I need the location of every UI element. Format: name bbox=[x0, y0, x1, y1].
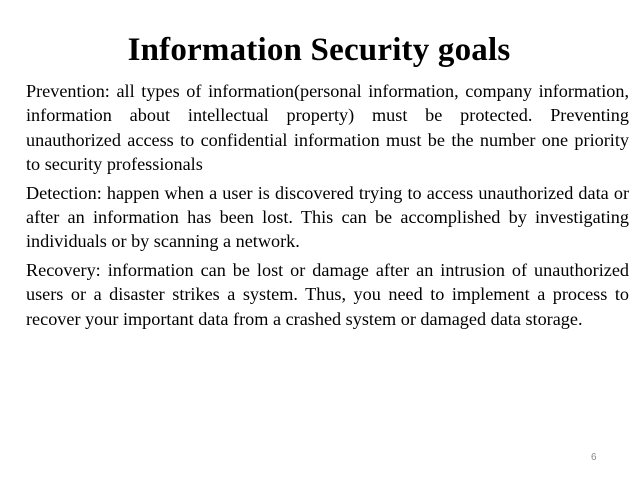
paragraph-prevention: Prevention: all types of information(personal information, company information, information about intellectual property) must be protected. Preventing unauthorized access to confidential information must be the number one priority to security professionals bbox=[26, 81, 629, 175]
page-number: 6 bbox=[591, 452, 597, 463]
paragraph-detection: Detection: happen when a user is discovered trying to access unauthorized data or after an information has been lost. This can be accomplished by investigating individuals or by scanning a network. bbox=[26, 182, 629, 252]
paragraph-recovery: Recovery: information can be lost or damage after an intrusion of unauthorized users or a disaster strikes a system. Thus, you need to implement a process to recover your important data from a crashed system or damaged data storage. bbox=[26, 259, 629, 329]
slide-title: Information Security goals bbox=[127, 32, 511, 68]
slide-body bbox=[26, 79, 629, 335]
